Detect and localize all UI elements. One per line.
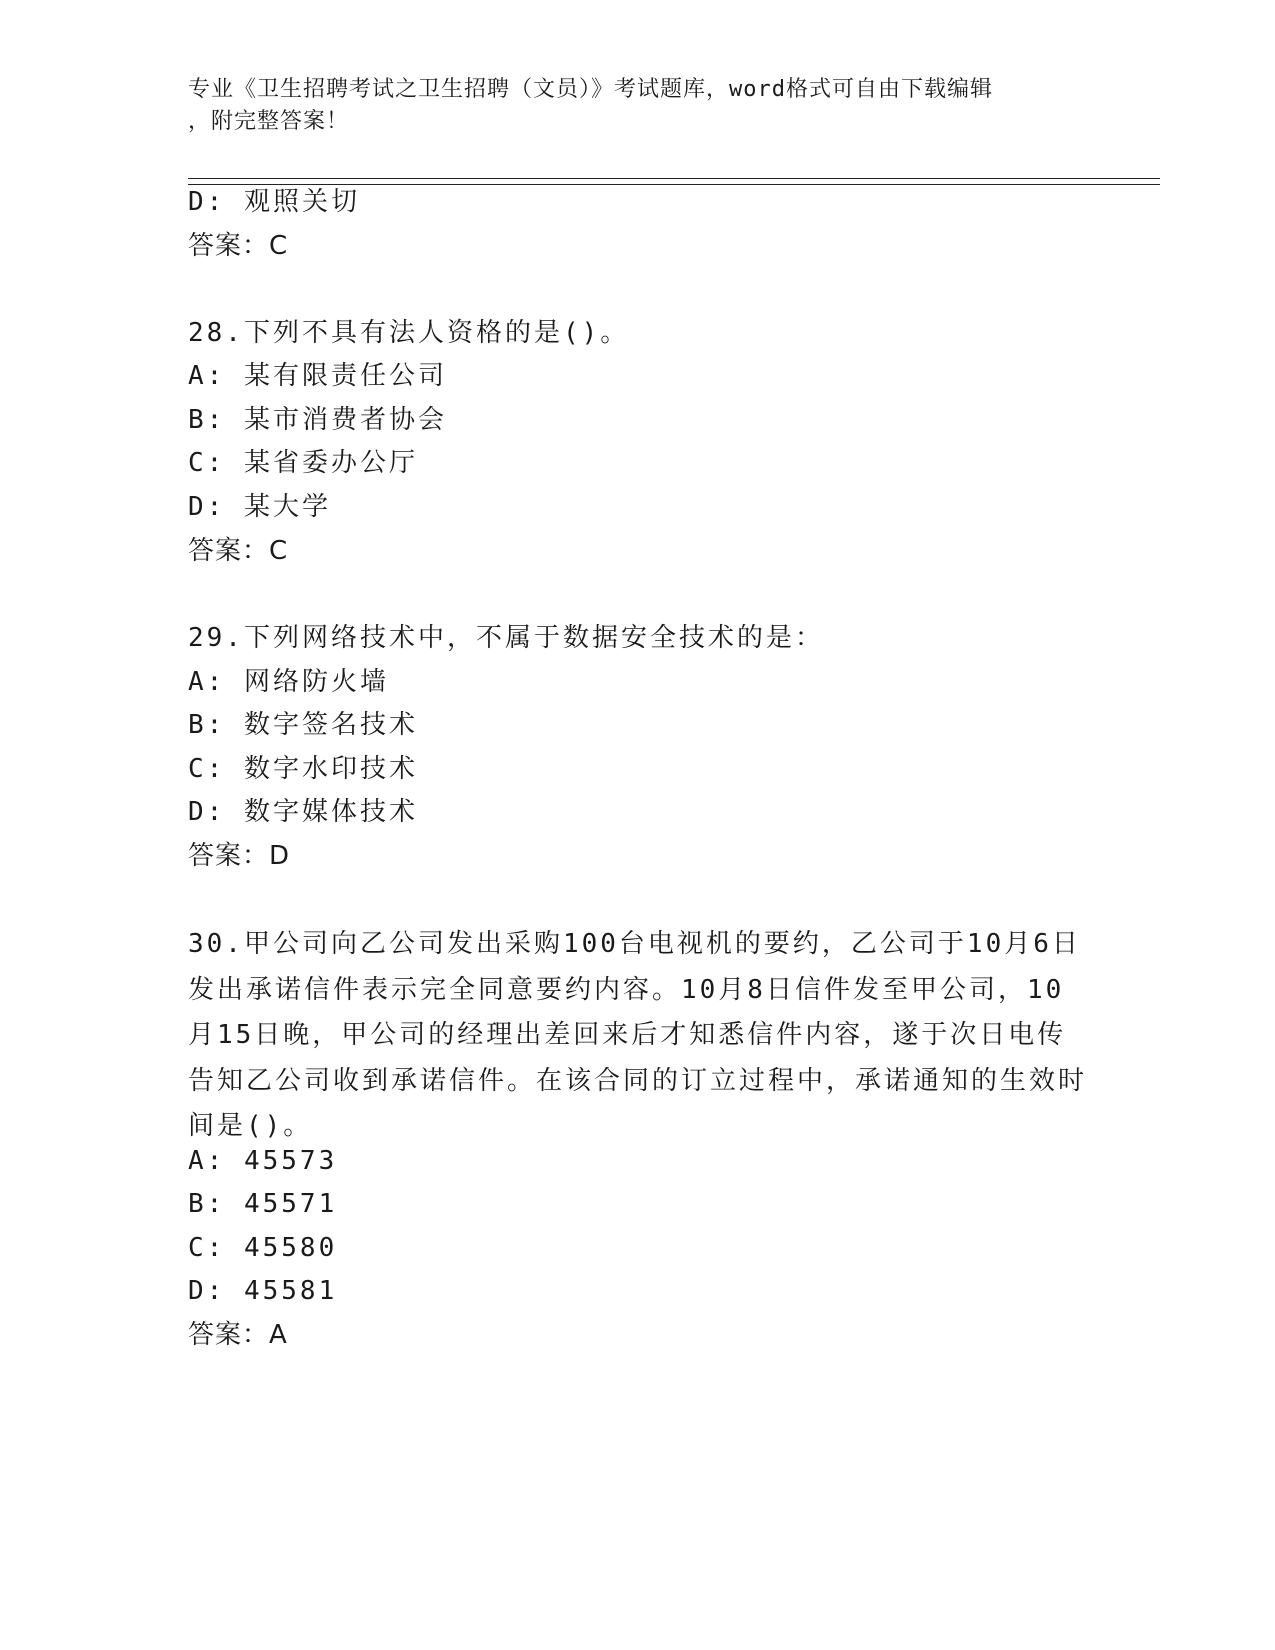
q28-option-a: A: 某有限责任公司 bbox=[188, 361, 447, 391]
q28-answer: 答案：C bbox=[188, 536, 289, 566]
q27-answer: 答案：C bbox=[188, 231, 289, 261]
q30-option-b: B: 45571 bbox=[188, 1189, 338, 1219]
q29-stem: 29.下列网络技术中，不属于数据安全技术的是： bbox=[188, 623, 824, 653]
q30-option-d: D: 45581 bbox=[188, 1276, 338, 1306]
q30-option-a: A: 45573 bbox=[188, 1146, 338, 1176]
q30-stem: 30.甲公司向乙公司发出采购100台电视机的要约，乙公司于10月6日发出承诺信件表示完全同意要约内容。10月8日信件发至甲公司，10月15日晚，甲公司的经理出差回来后才知悉信件内容，遂于次日电传告知乙公司收到承诺信件。在该合同的订立过程中，承诺通知的生效时间是()。 bbox=[188, 929, 1088, 1142]
q28-option-b: B: 某市消费者协会 bbox=[188, 405, 447, 435]
q30-option-c: C: 45580 bbox=[188, 1233, 338, 1263]
document-header bbox=[188, 74, 1088, 138]
q29-answer: 答案：D bbox=[188, 841, 291, 871]
q29-option-b: B: 数字签名技术 bbox=[188, 710, 418, 740]
q29-option-c: C: 数字水印技术 bbox=[188, 754, 418, 784]
q30-answer: 答案：A bbox=[188, 1320, 288, 1350]
q27-option-d: D: 观照关切 bbox=[188, 187, 360, 217]
q29-option-d: D: 数字媒体技术 bbox=[188, 797, 418, 827]
q28-stem: 28.下列不具有法人资格的是()。 bbox=[188, 318, 630, 348]
q29-option-a: A: 网络防火墙 bbox=[188, 667, 389, 697]
header-title: 专业《卫生招聘考试之卫生招聘（文员）》考试题库，word格式可自由下载编辑 bbox=[188, 77, 993, 102]
q28-option-c: C: 某省委办公厅 bbox=[188, 448, 418, 478]
q28-option-d: D: 某大学 bbox=[188, 492, 331, 522]
header-divider-top bbox=[188, 178, 1160, 179]
header-subtitle: ，附完整答案！ bbox=[188, 109, 350, 134]
